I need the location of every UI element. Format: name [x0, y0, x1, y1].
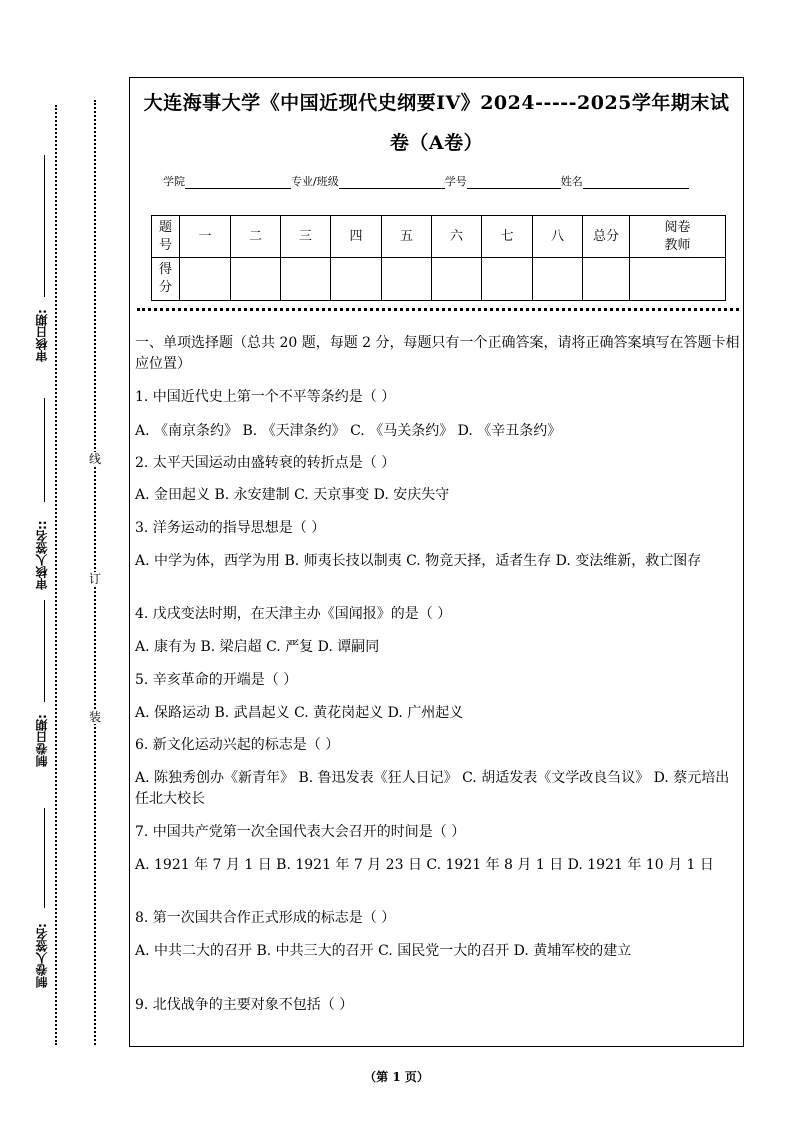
student-info-row	[163, 173, 689, 189]
question-6: 6. 新文化运动兴起的标志是（ ）	[135, 737, 340, 753]
options-7: A. 1921 年 7 月 1 日 B. 1921 年 7 月 23 日 C. 1921 年 8 月 1 日 D. 1921 年 10 月 1 日	[135, 857, 714, 873]
seal-char-zhuang: 装	[88, 710, 101, 724]
question-number-label: 题号	[152, 216, 180, 258]
name-label: 姓名	[560, 175, 583, 188]
col-6: 六	[432, 216, 482, 258]
college-label: 学院	[163, 175, 185, 188]
reviewer-sign-label: 审核人签名::	[35, 520, 49, 590]
score-cell-reviewer[interactable]	[630, 258, 726, 301]
binding-dotted-line-left	[55, 105, 57, 1045]
options-1: A. 《南京条约》 B. 《天津条约》 C. 《马关条约》 D. 《辛丑条约》	[135, 423, 562, 439]
seal-char-xian: 线	[88, 452, 101, 466]
col-3: 三	[281, 216, 331, 258]
options-3: A. 中学为体，西学为用 B. 师夷长技以制夷 C. 物竞天择，适者生存 D. 变法维新，救亡图存	[135, 553, 702, 569]
maker-sign-line	[44, 808, 45, 908]
page-number: （第 1 页）	[364, 1070, 429, 1084]
col-total: 总分	[583, 216, 630, 258]
reviewer-date-label: 审核日期:	[35, 309, 49, 362]
exam-title-line2: 卷（A卷）	[389, 132, 484, 154]
student-id-blank[interactable]	[467, 176, 561, 189]
question-2: 2. 太平天国运动由盛转衰的转折点是（ ）	[135, 455, 396, 471]
score-cell-4[interactable]	[331, 258, 382, 301]
seal-char-ding: 订	[88, 572, 101, 586]
score-table-score-row	[152, 258, 726, 301]
score-cell-8[interactable]	[533, 258, 583, 301]
options-5: A. 保路运动 B. 武昌起义 C. 黄花岗起义 D. 广州起义	[135, 705, 464, 721]
score-cell-3[interactable]	[281, 258, 331, 301]
options-8: A. 中共二大的召开 B. 中共三大的召开 C. 国民党一大的召开 D. 黄埔军校的建立	[135, 943, 632, 959]
options-4: A. 康有为 B. 梁启超 C. 严复 D. 谭嗣同	[135, 639, 380, 655]
question-7: 7. 中国共产党第一次全国代表大会召开的时间是（ ）	[135, 824, 466, 840]
col-8: 八	[533, 216, 583, 258]
score-cell-1[interactable]	[180, 258, 231, 301]
reviewer-sign-line	[44, 398, 45, 502]
college-blank[interactable]	[185, 176, 291, 189]
score-label: 得分	[152, 258, 180, 301]
score-cell-5[interactable]	[382, 258, 432, 301]
col-1: 一	[180, 216, 231, 258]
section-heading: 一、单项选择题（总共 20 题，每题 2 分，每题只有一个正确答案，请将正确答案填写在答题卡相应位置）	[135, 335, 740, 372]
col-7: 七	[482, 216, 533, 258]
question-1: 1. 中国近代史上第一个不平等条约是（ ）	[135, 389, 396, 405]
student-id-label: 学号	[444, 175, 467, 188]
col-reviewer: 阅卷教师	[630, 216, 726, 258]
exam-title-line1: 大连海事大学《中国近现代史纲要IV》2024-----2025学年期末试	[143, 92, 730, 114]
score-cell-2[interactable]	[231, 258, 281, 301]
maker-sign-label: 制卷人签名:	[35, 923, 49, 988]
major-label: 专业/班级	[291, 175, 339, 188]
score-table	[151, 215, 726, 301]
score-cell-total[interactable]	[583, 258, 630, 301]
question-8: 8. 第一次国共合作正式形成的标志是（ ）	[135, 910, 396, 926]
options-2: A. 金田起义 B. 永安建制 C. 天京事变 D. 安庆失守	[135, 487, 450, 503]
score-table-header-row	[152, 216, 726, 258]
col-2: 二	[231, 216, 281, 258]
options-6: A. 陈独秀创办《新青年》 B. 鲁迅发表《狂人日记》 C. 胡适发表《文学改良刍议》 D. 蔡元培出任北大校长	[135, 770, 730, 807]
question-5: 5. 辛亥革命的开端是（ ）	[135, 672, 298, 688]
score-cell-6[interactable]	[432, 258, 482, 301]
question-4: 4. 戊戌变法时期，在天津主办《国闻报》的是（ ）	[135, 606, 452, 622]
maker-date-line	[44, 600, 45, 702]
question-9: 9. 北伐战争的主要对象不包括（ ）	[135, 997, 354, 1013]
major-blank[interactable]	[339, 176, 445, 189]
question-3: 3. 洋务运动的指导思想是（ ）	[135, 520, 326, 536]
col-4: 四	[331, 216, 382, 258]
section-separator	[137, 308, 739, 311]
score-cell-7[interactable]	[482, 258, 533, 301]
maker-date-label: 制卷日期:	[35, 714, 49, 767]
col-5: 五	[382, 216, 432, 258]
name-blank[interactable]	[583, 176, 689, 189]
reviewer-date-line	[44, 155, 45, 297]
